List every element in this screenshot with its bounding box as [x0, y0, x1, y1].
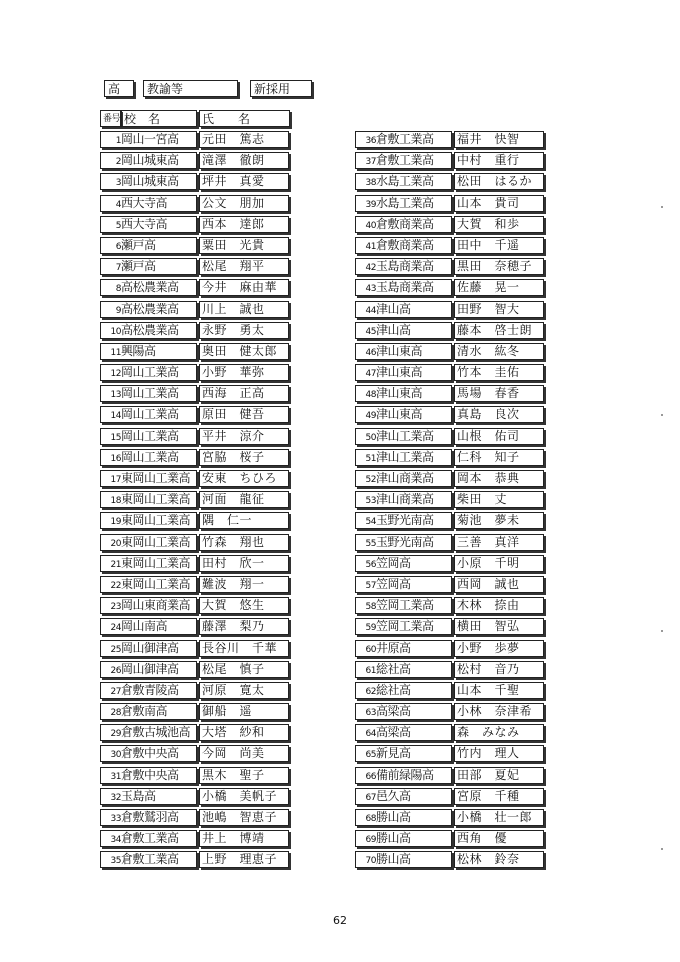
row-number: 10: [110, 326, 121, 337]
person-name: 奥田 健太郎: [199, 343, 289, 360]
row-number: 7: [115, 263, 121, 274]
school-name: 倉敷工業高: [376, 153, 434, 168]
row-number: 40: [365, 220, 376, 231]
row-number: 29: [110, 729, 121, 740]
person-name: 福井 快智: [454, 131, 544, 148]
row-number: 31: [110, 771, 121, 782]
person-name: 河面 龍征: [199, 491, 289, 508]
row-number: 56: [365, 559, 376, 570]
school-name: 瀬戸高: [121, 259, 156, 274]
school-name: 岡山一宮高: [121, 132, 179, 146]
school-name: 岡山東商業高: [121, 598, 191, 613]
person-name: 松尾 慎子: [199, 661, 289, 678]
school-cell: [100, 237, 197, 254]
person-name: 坪井 真愛: [199, 173, 289, 190]
school-cell: [355, 661, 452, 678]
school-name: 東岡山工業高: [121, 471, 191, 485]
row-number: 37: [365, 157, 376, 168]
person-name: 佐藤 晃一: [454, 279, 544, 296]
school-cell: [100, 618, 197, 635]
school-name: 岡山城東高: [121, 174, 179, 189]
column-header-row: [100, 110, 290, 127]
school-name: 倉敷工業高: [376, 132, 434, 146]
school-cell: [355, 428, 452, 445]
row-number: 2: [115, 157, 121, 168]
person-name: 黒田 奈穂子: [454, 258, 544, 275]
person-name: 滝澤 徹朗: [199, 152, 289, 169]
row-number: 27: [110, 686, 121, 697]
row-number: 62: [365, 686, 376, 697]
school-cell: [355, 512, 452, 529]
row-number: 42: [365, 263, 376, 274]
row-number: 8: [115, 284, 121, 295]
row-number: 39: [365, 199, 376, 210]
school-cell: [100, 682, 197, 699]
row-number: 9: [115, 305, 121, 316]
school-name: 高松農業高: [121, 322, 179, 337]
school-cell: [100, 809, 197, 826]
school-cell: [100, 491, 197, 508]
school-cell: [100, 470, 197, 487]
person-name: 西角 優: [454, 830, 544, 847]
person-name: 中村 重行: [454, 152, 544, 169]
person-name: 竹森 翔也: [199, 534, 289, 551]
school-name: 勝山高: [376, 831, 411, 846]
school-name: 倉敷商業高: [376, 237, 434, 252]
person-name: 井上 博靖: [199, 830, 289, 847]
school-name: 玉野光南高: [376, 534, 434, 549]
school-name: 津山工業高: [376, 449, 434, 464]
row-number: 55: [365, 538, 376, 549]
school-cell: [100, 788, 197, 805]
row-number: 44: [365, 305, 376, 316]
school-cell: [100, 576, 197, 593]
row-number: 19: [110, 517, 121, 528]
row-number: 67: [365, 792, 376, 803]
person-name: 大賀 悠生: [199, 597, 289, 614]
row-number: 34: [110, 835, 121, 846]
row-number: 5: [115, 220, 121, 231]
row-number: 15: [110, 432, 121, 443]
school-name: 興陽高: [121, 343, 156, 358]
school-name: 津山高: [376, 322, 411, 337]
school-name: 笠岡工業高: [376, 619, 434, 634]
person-name: 松林 鈴奈: [454, 851, 544, 868]
person-name: 山本 千聖: [454, 682, 544, 699]
school-name: 倉敷鷲羽高: [121, 810, 179, 824]
school-cell: [355, 491, 452, 508]
person-name: 西本 達郎: [199, 216, 289, 233]
school-name: 岡山工業高: [121, 386, 179, 401]
person-name: 馬場 春香: [454, 385, 544, 402]
page-number: 62: [333, 914, 347, 927]
school-cell: [355, 301, 452, 318]
school-name: 総社高: [376, 682, 411, 697]
school-cell: [355, 576, 452, 593]
school-name: 水島工業高: [376, 174, 434, 189]
school-cell: [355, 851, 452, 868]
school-name: 東岡山工業高: [121, 576, 191, 591]
school-cell: [355, 788, 452, 805]
person-name: 田部 夏妃: [454, 767, 544, 784]
school-name: 新見高: [376, 746, 411, 761]
school-cell: [355, 449, 452, 466]
row-number: 36: [365, 136, 376, 146]
school-cell: [100, 322, 197, 339]
school-cell: [355, 640, 452, 657]
row-number: 58: [365, 602, 376, 613]
school-cell: [355, 745, 452, 762]
school-cell: [355, 618, 452, 635]
row-number: 28: [110, 708, 121, 719]
person-name: 松村 音乃: [454, 661, 544, 678]
school-name: 備前緑陽高: [376, 767, 434, 782]
row-number: 11: [110, 347, 121, 358]
school-name: 西大寺高: [121, 216, 168, 231]
school-name: 倉敷工業高: [121, 831, 179, 846]
row-number: 41: [365, 241, 376, 252]
school-name: 津山商業高: [376, 492, 434, 507]
school-name: 岡山御津高: [121, 640, 179, 655]
school-name: 倉敷南高: [121, 704, 168, 719]
person-name: 木林 捺由: [454, 597, 544, 614]
person-name: 松田 はるか: [454, 173, 544, 190]
row-number: 38: [365, 178, 376, 189]
person-name: 田野 智大: [454, 301, 544, 318]
school-cell: [355, 385, 452, 402]
school-cell: [355, 343, 452, 360]
header-category: 教諭等: [147, 82, 184, 96]
school-cell: [100, 767, 197, 784]
person-name: 粟田 光貴: [199, 237, 289, 254]
school-cell: [355, 216, 452, 233]
row-number: 26: [110, 665, 121, 676]
person-name: 長谷川 千華: [199, 640, 289, 657]
person-name: 大賀 和歩: [454, 216, 544, 233]
person-name: 山本 貴司: [454, 195, 544, 212]
school-cell: [355, 470, 452, 487]
row-number: 14: [110, 411, 121, 422]
school-cell: [100, 301, 197, 318]
school-name: 岡山御津高: [121, 661, 179, 676]
person-name: 小原 千明: [454, 555, 544, 572]
row-number: 20: [110, 538, 121, 549]
school-cell: [355, 555, 452, 572]
scan-speck: [661, 630, 663, 632]
row-number: 21: [110, 559, 121, 570]
school-cell: [100, 830, 197, 847]
person-name: 西海 正高: [199, 385, 289, 402]
person-name: 菊池 夢未: [454, 512, 544, 529]
scan-speck: [661, 414, 663, 416]
row-number: 61: [365, 665, 376, 676]
school-cell: [100, 258, 197, 275]
school-name: 倉敷商業高: [376, 216, 434, 231]
school-cell: [100, 661, 197, 678]
school-cell: [100, 364, 197, 381]
school-name: 津山東高: [376, 365, 423, 380]
school-cell: [355, 364, 452, 381]
school-name: 東岡山工業高: [121, 534, 191, 549]
person-name: 宮脇 桜子: [199, 449, 289, 466]
person-name: 池嶋 智恵子: [199, 809, 289, 826]
school-cell: [355, 173, 452, 190]
row-number: 35: [110, 856, 121, 867]
school-name: 津山商業高: [376, 471, 434, 485]
row-number: 45: [365, 326, 376, 337]
school-name: 岡山工業高: [121, 407, 179, 422]
person-name: 真島 良次: [454, 406, 544, 423]
school-name: 邑久高: [376, 788, 411, 803]
school-name: 津山東高: [376, 343, 423, 358]
person-name: 黒木 聖子: [199, 767, 289, 784]
school-cell: [355, 258, 452, 275]
school-cell: [100, 428, 197, 445]
person-name: 田村 欣一: [199, 555, 289, 572]
school-name: 勝山高: [376, 852, 411, 867]
school-cell: [100, 597, 197, 614]
school-name: 東岡山工業高: [121, 555, 191, 570]
school-cell: [355, 767, 452, 784]
row-number: 4: [115, 199, 121, 210]
row-number: 64: [365, 729, 376, 740]
school-name: 高松農業高: [121, 280, 179, 295]
person-name: 竹内 理人: [454, 745, 544, 762]
person-name: 藤本 啓士朗: [454, 322, 544, 339]
row-number: 59: [365, 623, 376, 634]
row-number: 12: [110, 369, 121, 380]
school-name: 倉敷工業高: [121, 852, 179, 867]
school-name: 岡山工業高: [121, 365, 179, 380]
person-name: 藤澤 梨乃: [199, 618, 289, 635]
row-number: 22: [110, 580, 121, 591]
school-cell: [355, 152, 452, 169]
school-cell: [100, 406, 197, 423]
row-number: 70: [365, 856, 376, 867]
column-header-school: 校 名: [121, 110, 197, 127]
school-name: 倉敷青陵高: [121, 682, 179, 697]
person-name: 御船 遥: [199, 703, 289, 720]
person-name: 宮原 千種: [454, 788, 544, 805]
school-cell: [100, 195, 197, 212]
person-name: 原田 健吾: [199, 406, 289, 423]
row-number: 69: [365, 835, 376, 846]
person-name: 難波 翔一: [199, 576, 289, 593]
school-name: 井原高: [376, 640, 411, 655]
row-number: 47: [365, 369, 376, 380]
school-name: 津山工業高: [376, 428, 434, 443]
school-cell: [355, 597, 452, 614]
row-number: 66: [365, 771, 376, 782]
school-name: 勝山高: [376, 810, 411, 824]
school-cell: [355, 237, 452, 254]
school-name: 笠岡高: [376, 576, 411, 591]
school-name: 高松農業高: [121, 301, 179, 316]
row-number: 65: [365, 750, 376, 761]
school-cell: [100, 173, 197, 190]
row-number: 52: [365, 475, 376, 485]
person-name: 川上 誠也: [199, 301, 289, 318]
school-cell: [355, 279, 452, 296]
person-name: 三善 真洋: [454, 534, 544, 551]
school-name: 岡山城東高: [121, 153, 179, 168]
person-name: 今井 麻由華: [199, 279, 289, 296]
header-type: 新採用: [254, 82, 291, 96]
school-cell: [100, 640, 197, 657]
person-name: 山根 佑司: [454, 428, 544, 445]
row-number: 48: [365, 390, 376, 401]
school-cell: [100, 745, 197, 762]
school-name: 津山高: [376, 301, 411, 316]
school-cell: [100, 385, 197, 402]
school-cell: [100, 152, 197, 169]
person-name: 平井 涼介: [199, 428, 289, 445]
row-number: 17: [110, 475, 121, 485]
school-name: 玉野光南高: [376, 513, 434, 528]
row-number: 49: [365, 411, 376, 422]
school-name: 岡山南高: [121, 619, 168, 634]
school-name: 西大寺高: [121, 195, 168, 210]
column-header-no: 番号: [100, 110, 121, 127]
school-name: 倉敷中央高: [121, 746, 179, 761]
person-name: 公文 朋加: [199, 195, 289, 212]
row-number: 23: [110, 602, 121, 613]
school-name: 笠岡工業高: [376, 598, 434, 613]
person-name: 西岡 誠也: [454, 576, 544, 593]
row-number: 46: [365, 347, 376, 358]
person-name: 河原 寛太: [199, 682, 289, 699]
row-number: 53: [365, 496, 376, 507]
school-name: 岡山工業高: [121, 449, 179, 464]
header-level-box: [104, 80, 134, 97]
school-name: 東岡山工業高: [121, 513, 191, 528]
person-name: 柴田 丈: [454, 491, 544, 508]
person-name: 今岡 尚美: [199, 745, 289, 762]
school-name: 玉島商業高: [376, 280, 434, 295]
row-number: 24: [110, 623, 121, 634]
person-name: 仁科 知子: [454, 449, 544, 466]
school-name: 総社高: [376, 661, 411, 676]
person-name: 岡本 恭典: [454, 470, 544, 487]
row-number: 32: [110, 792, 121, 803]
school-cell: [100, 279, 197, 296]
school-cell: [355, 703, 452, 720]
school-cell: [355, 724, 452, 741]
school-name: 瀬戸高: [121, 237, 156, 252]
school-cell: [355, 809, 452, 826]
school-name: 水島工業高: [376, 195, 434, 210]
row-number: 60: [365, 644, 376, 655]
header-type-box: [250, 80, 312, 97]
person-name: 田中 千遥: [454, 237, 544, 254]
school-name: 玉島高: [121, 788, 156, 803]
school-cell: [355, 682, 452, 699]
school-cell: [355, 322, 452, 339]
school-cell: [100, 555, 197, 572]
person-name: 上野 理恵子: [199, 851, 289, 868]
person-name: 永野 勇太: [199, 322, 289, 339]
row-number: 30: [110, 750, 121, 761]
person-name: 隅 仁一: [199, 512, 289, 529]
person-name: 小橋 美帆子: [199, 788, 289, 805]
school-name: 玉島商業高: [376, 259, 434, 274]
person-name: 安東 ちひろ: [199, 470, 289, 487]
row-number: 13: [110, 390, 121, 401]
row-number: 43: [365, 284, 376, 295]
school-cell: [100, 724, 197, 741]
person-name: 大塔 紗和: [199, 724, 289, 741]
school-name: 倉敷中央高: [121, 767, 179, 782]
row-number: 16: [110, 453, 121, 464]
school-cell: [100, 131, 197, 148]
row-number: 1: [115, 136, 121, 146]
scan-speck: [661, 206, 663, 208]
row-number: 3: [115, 178, 121, 189]
school-cell: [100, 703, 197, 720]
school-cell: [355, 534, 452, 551]
person-name: 森 みなみ: [454, 724, 544, 741]
school-cell: [100, 512, 197, 529]
row-number: 50: [365, 432, 376, 443]
school-cell: [355, 830, 452, 847]
person-name: 元田 篤志: [199, 131, 289, 148]
school-cell: [355, 406, 452, 423]
person-name: 小林 奈津希: [454, 703, 544, 720]
school-name: 岡山工業高: [121, 428, 179, 443]
school-name: 笠岡高: [376, 555, 411, 570]
school-cell: [100, 216, 197, 233]
school-cell: [100, 449, 197, 466]
row-number: 6: [115, 241, 121, 252]
header-level: 高: [108, 82, 121, 96]
person-name: 竹本 圭佑: [454, 364, 544, 381]
person-name: 清水 紘冬: [454, 343, 544, 360]
header-category-box: [143, 80, 238, 97]
school-name: 津山東高: [376, 386, 423, 401]
row-number: 63: [365, 708, 376, 719]
school-cell: [100, 534, 197, 551]
person-name: 小野 歩夢: [454, 640, 544, 657]
school-cell: [355, 195, 452, 212]
person-name: 小橋 壮一郎: [454, 809, 544, 826]
scan-speck: [661, 848, 663, 850]
row-number: 57: [365, 580, 376, 591]
row-number: 25: [110, 644, 121, 655]
column-header-name: 氏 名: [199, 110, 290, 127]
school-name: 東岡山工業高: [121, 492, 191, 507]
school-name: 倉敷古城池高: [121, 725, 191, 740]
person-name: 横田 智弘: [454, 618, 544, 635]
row-number: 33: [110, 814, 121, 824]
row-number: 54: [365, 517, 376, 528]
school-cell: [100, 851, 197, 868]
person-name: 小野 華弥: [199, 364, 289, 381]
school-cell: [100, 343, 197, 360]
school-name: 高梁高: [376, 704, 411, 719]
row-number: 51: [365, 453, 376, 464]
school-name: 高梁高: [376, 725, 411, 740]
person-name: 松尾 翔平: [199, 258, 289, 275]
row-number: 68: [365, 814, 376, 824]
row-number: 18: [110, 496, 121, 507]
school-cell: [355, 131, 452, 148]
school-name: 津山東高: [376, 407, 423, 422]
